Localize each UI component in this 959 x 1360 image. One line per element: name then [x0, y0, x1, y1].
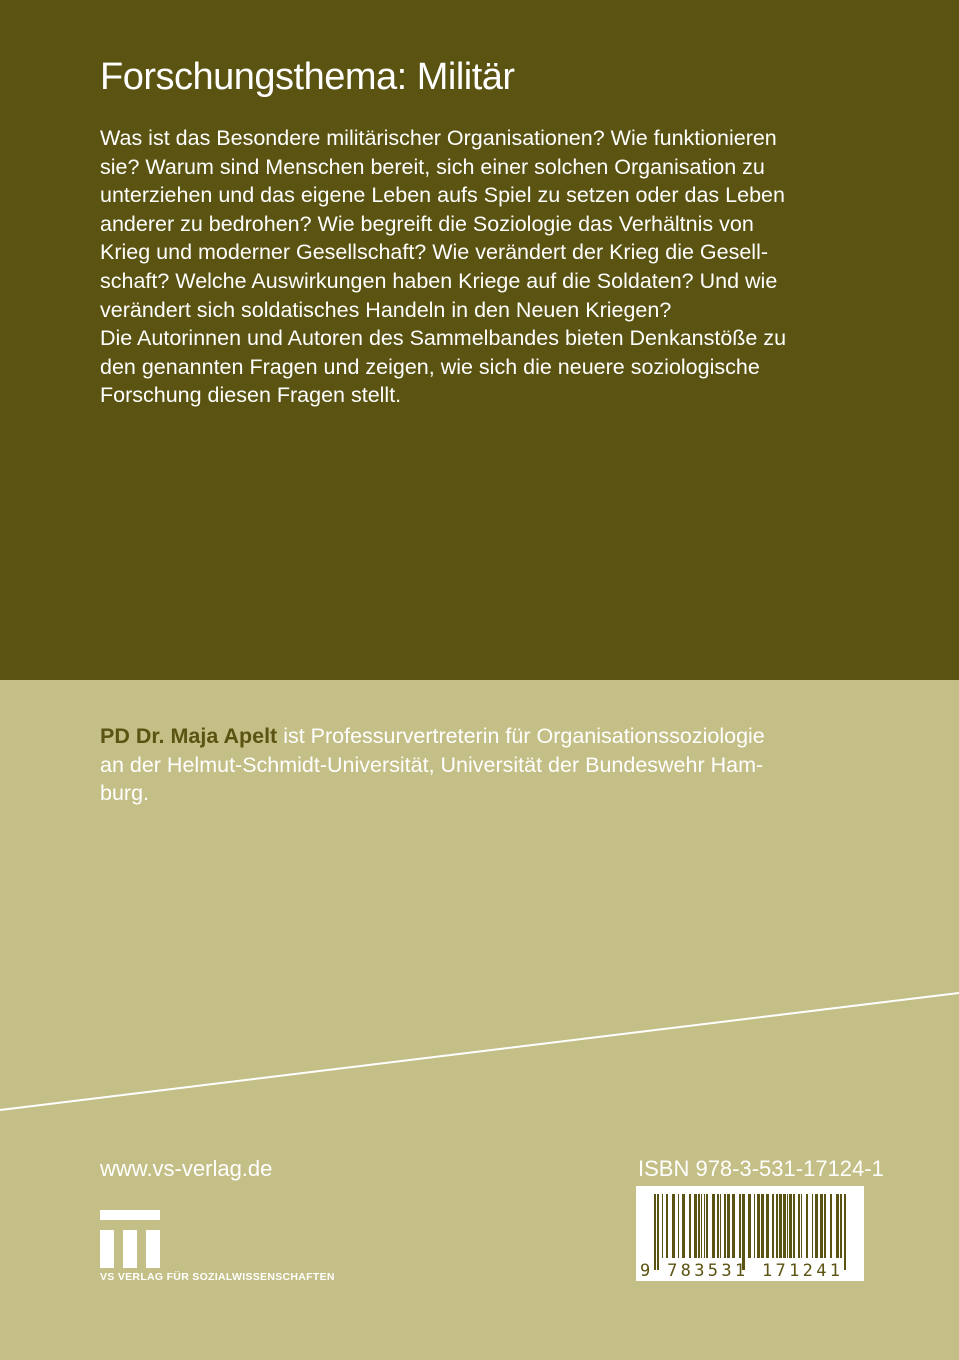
barcode-bar: [662, 1194, 663, 1258]
blurb-line: unterziehen und das eigene Leben aufs Spiel zu setzen oder das Leben: [100, 183, 785, 208]
bio-line: ist Professurvertreterin für Organisationssoziologie: [277, 724, 765, 748]
bio-line: burg.: [100, 781, 150, 806]
barcode-bar: [776, 1194, 778, 1258]
barcode-bar: [754, 1194, 755, 1258]
barcode-bar: [742, 1194, 745, 1270]
barcode-bar: [798, 1194, 800, 1258]
barcode-bar: [732, 1194, 735, 1258]
barcode-bar: [748, 1194, 751, 1258]
barcode-bar: [704, 1194, 705, 1258]
publisher-logo-icon: [100, 1210, 160, 1268]
barcode-bar: [666, 1194, 668, 1258]
barcode-bar: [783, 1194, 786, 1258]
barcode-bar: [812, 1194, 813, 1258]
barcode-bar: [654, 1194, 656, 1270]
publisher-url: www.vs-verlag.de: [100, 1156, 273, 1181]
barcode-bar: [830, 1194, 832, 1258]
barcode-bar: [779, 1194, 782, 1258]
barcode-bar: [706, 1194, 708, 1258]
blurb-line: den genannten Fragen und zeigen, wie sich die neuere soziologische: [100, 354, 760, 379]
barcode-bar: [772, 1194, 774, 1258]
barcode-bar: [724, 1194, 726, 1258]
barcode-bar: [720, 1194, 721, 1258]
barcode-bar: [701, 1194, 702, 1258]
barcode-bar: [712, 1194, 715, 1258]
barcode-bar: [766, 1194, 769, 1258]
barcode-bar: [739, 1194, 741, 1258]
barcode-bar: [836, 1194, 839, 1258]
blurb-line: sie? Warum sind Menschen bereit, sich einer solchen Organisation zu: [100, 154, 765, 179]
blurb-line: Krieg und moderner Gesellschaft? Wie verändert der Krieg die Gesell-: [100, 240, 769, 265]
barcode-bar: [820, 1194, 823, 1258]
blurb-line: verändert sich soldatisches Handeln in den Neuen Kriegen?: [100, 297, 672, 322]
barcode-bar: [787, 1194, 788, 1258]
isbn: ISBN 978-3-531-17124-1: [638, 1156, 884, 1181]
barcode-bar: [717, 1194, 719, 1258]
blurb-line: anderer zu bedrohen? Wie begreift die Soziologie das Verhältnis von: [100, 211, 754, 236]
barcode-bar: [694, 1194, 697, 1258]
blurb-line: Die Autorinnen und Autoren des Sammelbandes bieten Denkanstöße zu: [100, 326, 787, 351]
barcode-bar: [678, 1194, 679, 1258]
barcode-bar: [689, 1194, 691, 1258]
barcode-bar: [806, 1194, 808, 1258]
barcode-bar: [824, 1194, 826, 1258]
publisher-name: VS VERLAG FÜR SOZIALWISSENSCHAFTEN: [100, 1271, 335, 1283]
bio-line: an der Helmut-Schmidt-Universität, Universität der Bundeswehr Ham-: [100, 752, 764, 777]
barcode-bar: [801, 1194, 802, 1258]
barcode-bar: [840, 1194, 842, 1258]
blurb-line: schaft? Welche Auswirkungen haben Kriege auf die Soldaten? Und wie: [100, 268, 778, 293]
barcode-bar: [727, 1194, 730, 1258]
barcode-bar: [815, 1194, 818, 1258]
barcode-bar: [672, 1194, 675, 1258]
blurb-line: Was ist das Besondere militärischer Organisationen? Wie funktionieren: [100, 126, 777, 150]
barcode-bar: [757, 1194, 760, 1258]
barcode-bar: [844, 1194, 846, 1270]
blurb-line: Forschung diesen Fragen stellt.: [100, 383, 402, 408]
barcode-bar: [698, 1194, 700, 1258]
barcode-bar: [657, 1194, 659, 1270]
barcode-bar: [682, 1194, 685, 1258]
barcode-bar: [761, 1194, 764, 1258]
barcode-digits: 9 783531 171241: [640, 1261, 840, 1281]
barcode-bars: [636, 1186, 864, 1281]
barcode-bar: [789, 1194, 792, 1258]
barcode-bar: [793, 1194, 795, 1258]
author-name: PD Dr. Maja Apelt: [100, 724, 278, 748]
page-title: Forschungsthema: Militär: [100, 56, 515, 98]
barcode: [636, 1186, 864, 1281]
